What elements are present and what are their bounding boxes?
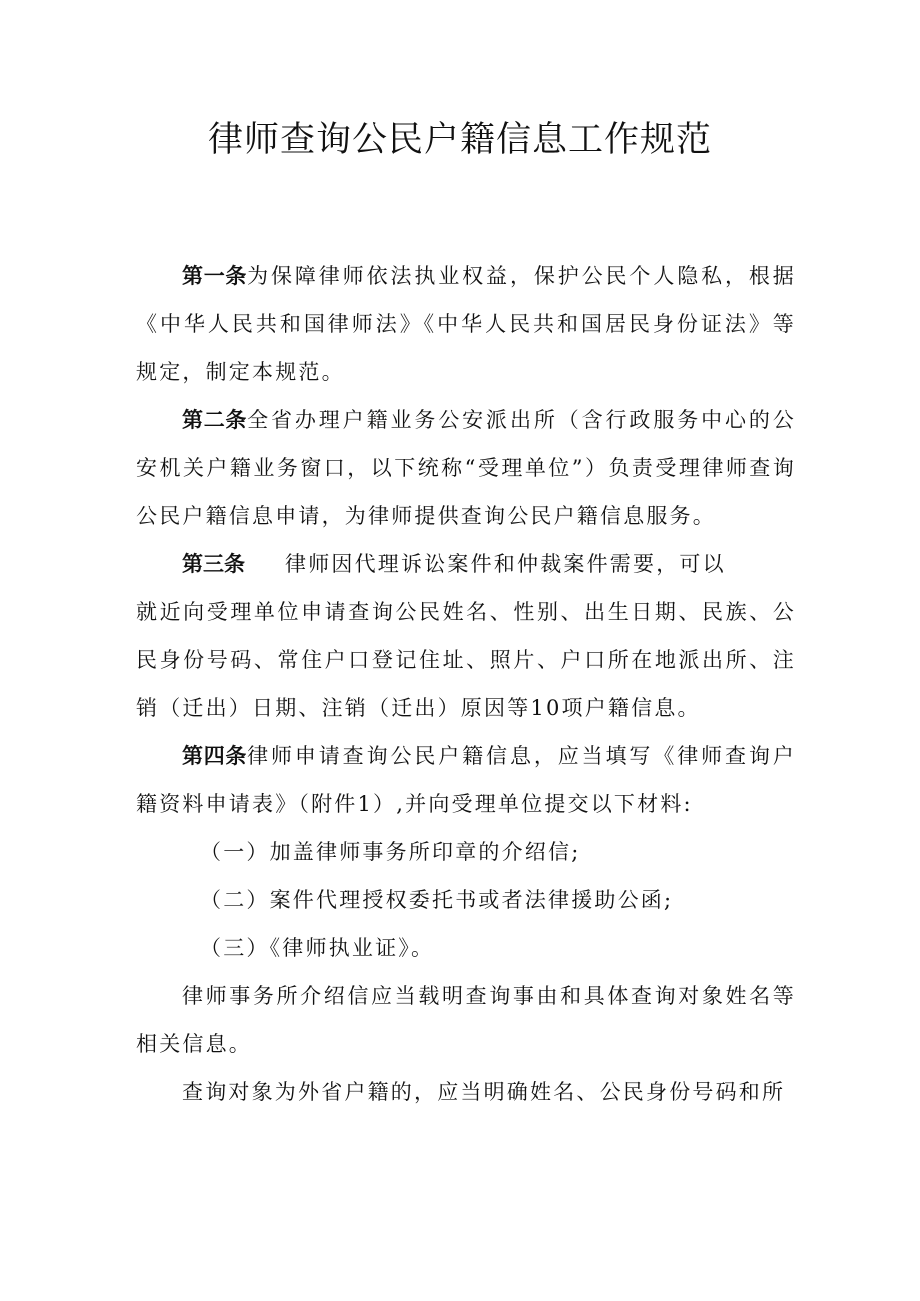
article-1-text: 为保障律师依法执业权益，保护公民个人隐私，根据《中华人民共和国律师法》《中华人民共和国居民身份证法》等规定，制定本规范。 xyxy=(136,264,796,384)
article-3-heading: 第三条 xyxy=(182,552,245,576)
article-1-heading: 第一条 xyxy=(182,264,248,288)
material-item-3: （三）《律师执业证》。 xyxy=(200,936,435,960)
paragraph-letter-requirements: 律师事务所介绍信应当载明查询事由和具体查询对象姓名等相关信息。 xyxy=(136,984,796,1056)
material-item-1: （一）加盖律师事务所印章的介绍信; xyxy=(200,840,581,864)
article-2-heading: 第二条 xyxy=(182,408,248,432)
article-4 xyxy=(136,732,796,828)
document-title: 律师查询公民户籍信息工作规范 xyxy=(207,120,712,160)
material-item-2: （二）案件代理授权委托书或者法律援助公函; xyxy=(200,888,674,912)
article-2-text: 全省办理户籍业务公安派出所（含行政服务中心的公安机关户籍业务窗口，以下统称“受理单位”）负责受理律师查询公民户籍信息申请，为律师提供查询公民户籍信息服务。 xyxy=(136,408,796,528)
article-3-text-line1: 律师因代理诉讼案件和仲裁案件需要，可以 xyxy=(285,552,726,576)
article-4-text: 律师申请查询公民户籍信息，应当填写《律师查询户籍资料申请表》（附件1）,并向受理单位提交以下材料: xyxy=(136,744,796,816)
article-3-text-rest: 就近向受理单位申请查询公民姓名、性别、出生日期、民族、公民身份号码、常住户口登记住址、照片、户口所在地派出所、注销（迁出）日期、注销（迁出）原因等10项户籍信息。 xyxy=(136,600,796,720)
article-1 xyxy=(136,252,796,396)
article-3-rest xyxy=(136,588,796,732)
article-3-line1 xyxy=(136,540,796,588)
paragraph-outside-province: 查询对象为外省户籍的，应当明确姓名、公民身份号码和所 xyxy=(182,1080,786,1104)
article-4-heading: 第四条 xyxy=(182,744,248,768)
article-2 xyxy=(136,396,796,540)
